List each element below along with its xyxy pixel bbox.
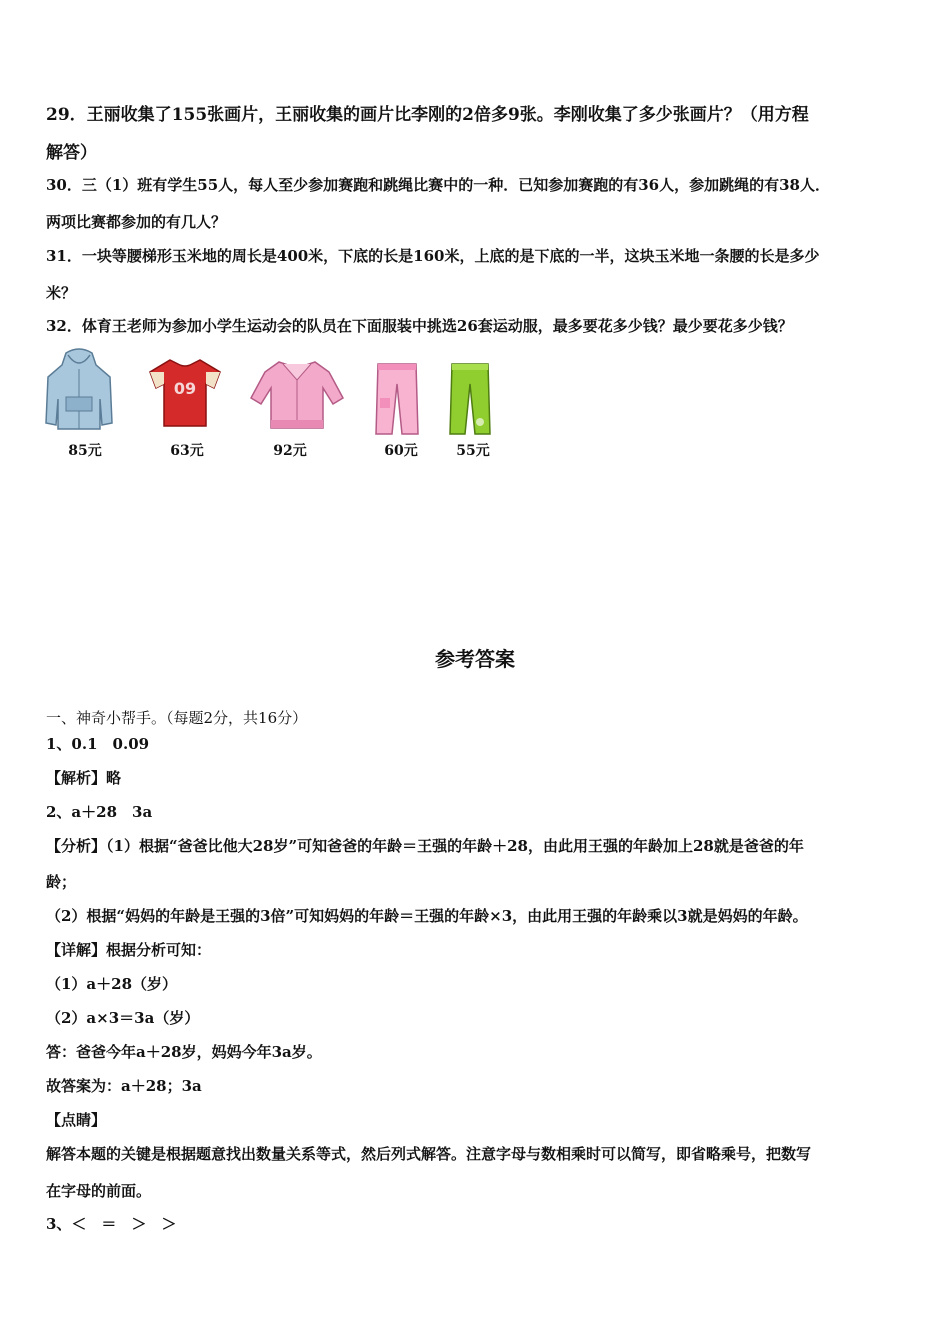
question-29-line1: 29．王丽收集了155张画片，王丽收集的画片比李刚的2倍多9张。李刚收集了多少张画片？（用方程 [46,105,809,125]
question-31-line2: 米？ [46,284,77,302]
answer-2-dianjing-text-1: 解答本题的关键是根据题意找出数量关系等式，然后列式解答。注意字母与数相乘时可以简写，即省略乘号，把数写 [46,1145,812,1163]
answer-2-dianjing-text-2: 在字母的前面。 [46,1182,152,1200]
tshirt-image [148,358,222,428]
answer-2-final: 故答案为：a＋28；3a [46,1077,202,1095]
answers-title: 参考答案 [435,647,515,671]
green-pants-price: 55元 [456,443,490,459]
hoodie-price: 85元 [68,443,102,459]
jacket-price: 92元 [273,443,307,459]
tshirt-price: 63元 [170,443,204,459]
answer-2-step2: （2）a×3＝3a（岁） [46,1009,200,1027]
answer-2-dianjing: 【点睛】 [46,1111,107,1129]
answer-2-da: 答：爸爸今年a＋28岁，妈妈今年3a岁。 [46,1043,322,1061]
question-29-line2: 解答） [46,143,97,163]
question-30-line1: 30．三（1）班有学生55人，每人至少参加赛跑和跳绳比赛中的一种．已知参加赛跑的有36人，参加跳绳的有38人． [46,176,830,194]
answer-3: 3、＜ ＝ ＞ ＞ [46,1215,177,1233]
question-31-line1: 31．一块等腰梯形玉米地的周长是400米，下底的长是160米，上底的是下底的一半，这块玉米地一条腰的长是多少 [46,247,820,265]
hoodie-image [44,347,114,432]
green-pants-image [446,362,494,436]
answer-2-xiangjie: 【详解】根据分析可知： [46,941,212,959]
section-1-heading: 一、神奇小帮手。（每题2分，共16分） [46,709,308,727]
answer-2: 2、a＋28 3a [46,803,153,821]
answer-2-fenxi-3: （2）根据“妈妈的年龄是王强的3倍”可知妈妈的年龄＝王强的年龄×3，由此用王强的年龄乘以3就是妈妈的年龄。 [46,907,808,925]
pink-pants-price: 60元 [384,443,418,459]
question-30-line2: 两项比赛都参加的有几人？ [46,213,227,231]
answer-1-jiexi: 【解析】略 [46,769,122,787]
answer-1: 1、0.1 0.09 [46,735,150,753]
question-32-line1: 32．体育王老师为参加小学生运动会的队员在下面服装中挑选26套运动服，最多要花多少钱？最少要花多少钱？ [46,317,793,335]
answer-2-fenxi-2: 龄； [46,873,77,891]
answer-2-step1: （1）a＋28（岁） [46,975,178,993]
answer-2-fenxi-1: 【分析】（1）根据“爸爸比他大28岁”可知爸爸的年龄＝王强的年龄＋28，由此用王强的年龄加上28就是爸爸的年 [46,837,804,855]
jacket-image [249,358,345,430]
svg-text:09: 09 [173,379,197,398]
pink-pants-image [372,362,422,436]
